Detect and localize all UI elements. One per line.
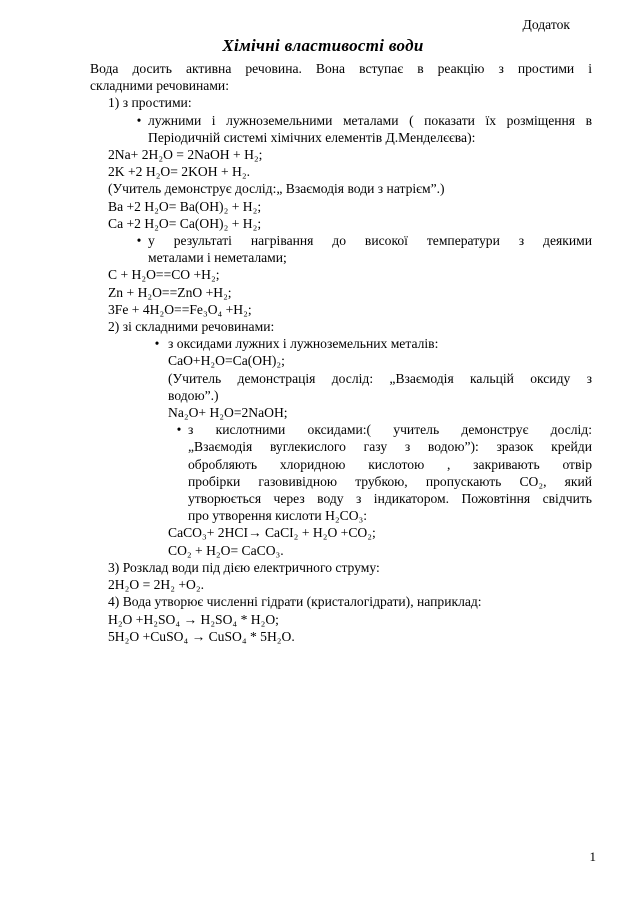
demo-note: водою”.): [168, 387, 219, 403]
equation: 2Na+ 2H₂O = 2NaOH + H₂;: [108, 147, 263, 163]
bullet-text-line: з оксидами лужних і лужноземельних металів:: [168, 336, 439, 352]
bullet-text-line: лужними і лужноземельними металами ( показати їх розміщення в: [148, 112, 592, 128]
bullet-text-line: „Взаємодія вуглекислого газу з водою”): зразок крейди: [188, 439, 592, 455]
intro-line-2: складними речовинами:: [90, 78, 229, 94]
section-4-heading: 4) Вода утворює численні гідрати (кристалогідрати), наприклад:: [108, 594, 482, 610]
equation: 3Fe + 4H₂O==Fe₃O₄ +H₂;: [108, 301, 252, 317]
demo-note: (Учитель демонструє дослід:„ Взаємодія води з натрієм”.): [108, 181, 445, 197]
intro-line-1: Вода досить активна речовина. Вона вступає в реакцію з простими і: [90, 61, 592, 76]
equation: Ba +2 H₂O= Ba(OH)₂ + H₂;: [108, 198, 262, 214]
equation: CO₂ + H₂O= CaCO₃.: [168, 542, 284, 558]
demo-note: (Учитель демонстрація дослід: „Взаємодія кальцій оксиду з: [168, 370, 592, 386]
section-1-heading: 1) з простими:: [108, 95, 192, 111]
bullet-text-line: пробірки газовивідною трубкою, пропускають CO₂, який: [188, 473, 592, 489]
bullet-text-line: утворюється через воду з індикатором. Пожовтіння свідчить: [188, 491, 592, 507]
bullet-text-line: з кислотними оксидами:( учитель демонструє дослід:: [188, 422, 592, 438]
equation: Na₂O+ H₂O=2NaOH;: [168, 405, 288, 421]
equation: H₂O +H₂SO₄ → H₂SO₄ * H₂O;: [108, 611, 279, 627]
bullet-text-line: про утворення кислоти H₂CO₃:: [188, 508, 368, 524]
bullet-item-acid-oxides: [90, 421, 592, 438]
bullet-icon: •: [136, 233, 142, 249]
bullet-text-line: обробляють хлоридною кислотою , закривають отвір: [188, 456, 592, 472]
bullet-item-alkali-metals: [90, 112, 592, 129]
page-number: 1: [589, 848, 596, 864]
bullet-item-oxides: [90, 335, 592, 352]
equation: CaCO₃+ 2HCI→ CaCI₂ + H₂O +CO₂;: [168, 525, 376, 541]
equation: C + H₂O==CO +H₂;: [108, 267, 220, 283]
page-title: Хімічні властивості води: [222, 36, 424, 55]
bullet-text-line: металами і неметалами;: [148, 250, 287, 266]
bullet-icon: •: [154, 336, 160, 352]
appendix-label: Додаток: [522, 17, 570, 32]
equation: 2K +2 H₂O= 2KOH + H₂.: [108, 164, 250, 180]
bullet-text-line: Періодичній системі хімічних елементів Д.Менделєєва):: [148, 129, 476, 145]
section-3-heading: 3) Розклад води під дією електричного струму:: [108, 559, 380, 575]
bullet-item-heating: [90, 232, 592, 249]
equation: 2H₂O = 2H₂ +O₂.: [108, 577, 205, 593]
equation: 5H₂O +CuSO₄ → CuSO₄ * 5H₂O.: [108, 628, 295, 644]
equation: Ca +2 H₂O= Ca(OH)₂ + H₂;: [108, 215, 262, 231]
document-body: [90, 60, 592, 645]
bullet-icon: •: [176, 422, 182, 438]
bullet-text-line: у результаті нагрівання до високої температури з деякими: [148, 233, 592, 249]
equation: Zn + H₂O==ZnO +H₂;: [108, 284, 232, 300]
section-2-heading: 2) зі складними речовинами:: [108, 319, 275, 335]
equation: CaO+H₂O=Ca(OH)₂;: [168, 353, 285, 369]
bullet-icon: •: [136, 112, 142, 128]
